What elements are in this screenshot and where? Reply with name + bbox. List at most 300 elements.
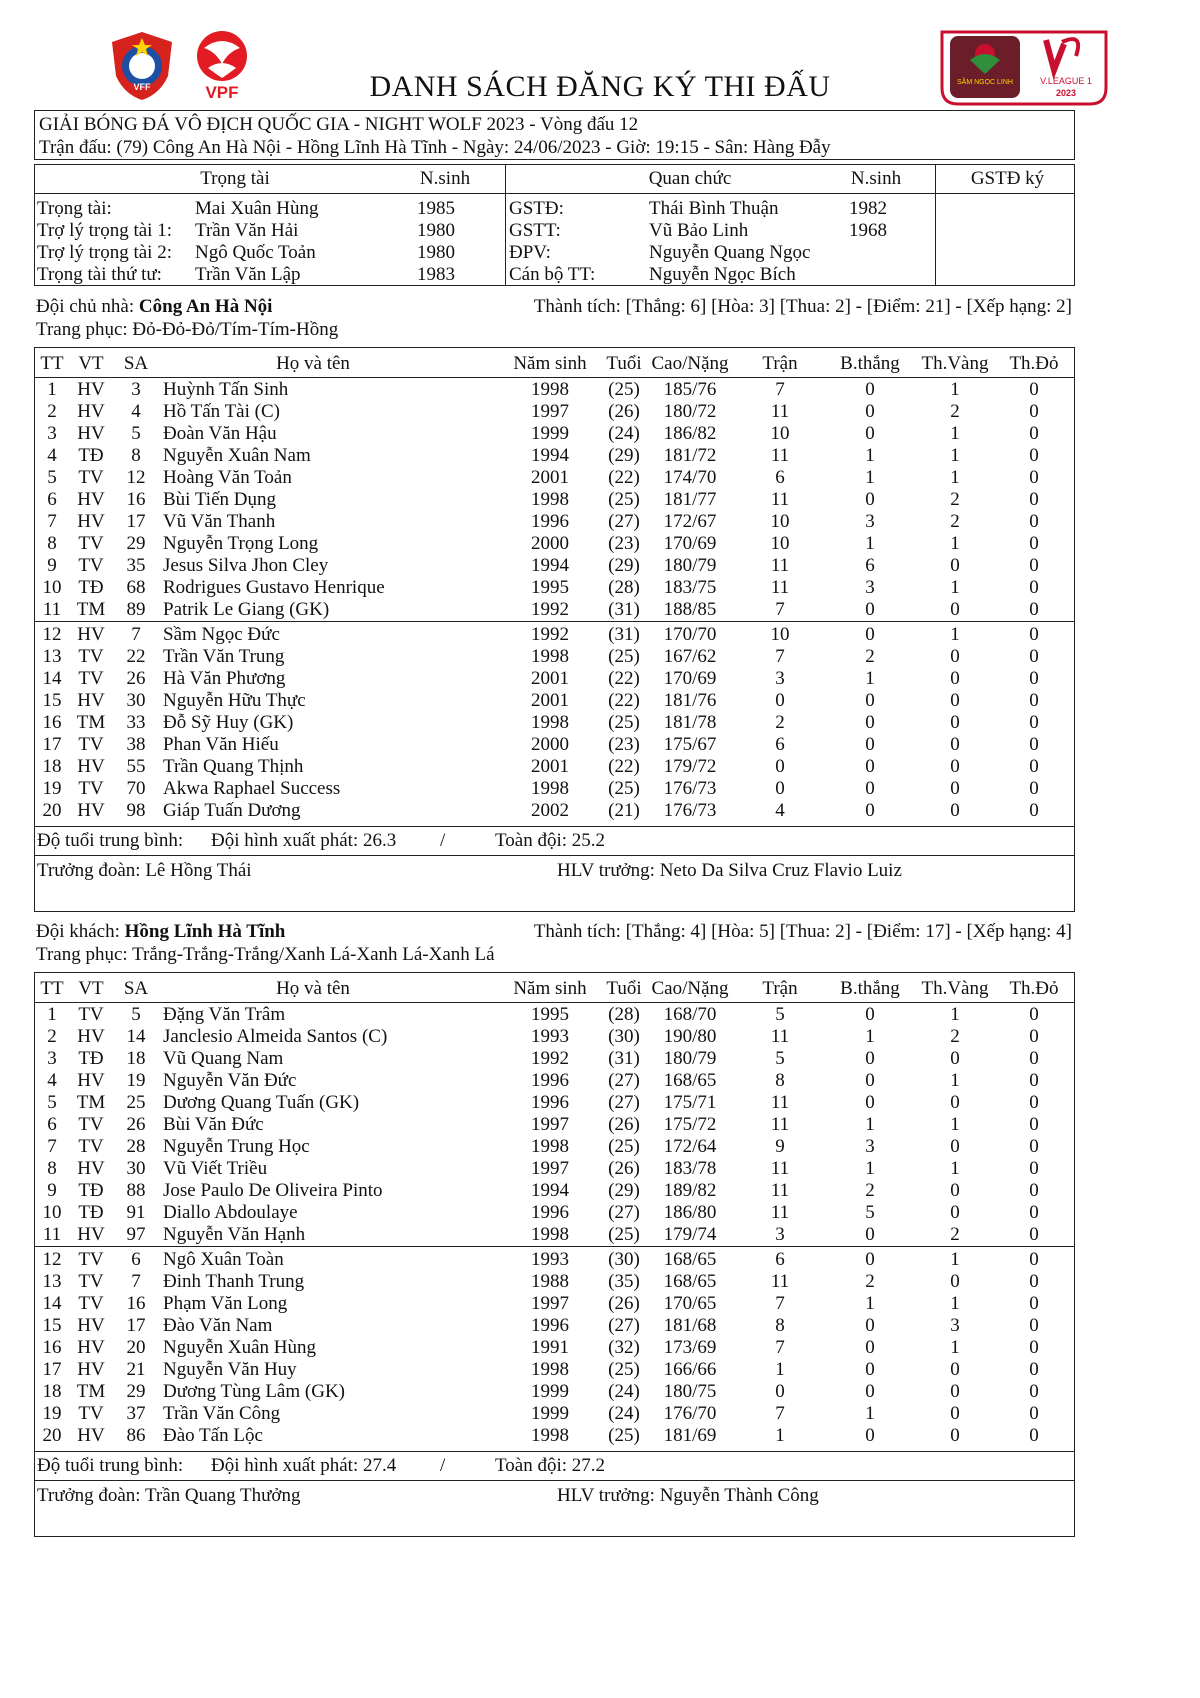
col-birth-year: 1994 — [531, 555, 569, 576]
col-player-name: Trần Quang Thịnh — [163, 756, 304, 777]
col-tt: 11 — [42, 1224, 62, 1245]
col-tt: 17 — [42, 1359, 62, 1380]
col-yellow-cards: 0 — [950, 1136, 960, 1157]
col-red-cards: 0 — [1029, 1114, 1039, 1135]
col-red-cards: 0 — [1029, 379, 1039, 400]
col-birth-year: 1998 — [531, 778, 569, 799]
player-row — [35, 1047, 1074, 1071]
official-row — [35, 241, 1074, 265]
col-red-cards: 0 — [1029, 1249, 1039, 1270]
col-matches: 11 — [770, 555, 790, 576]
col-goals: 0 — [865, 1337, 875, 1358]
staff-header: Quan chức — [648, 168, 732, 189]
col-player-name: Phạm Văn Long — [163, 1293, 288, 1314]
col-red-cards: 0 — [1029, 1271, 1039, 1292]
home-team-kit: Trang phục: Đỏ-Đỏ-Đỏ/Tím-Tím-Hồng — [36, 319, 339, 340]
col-tt: 18 — [42, 1381, 62, 1402]
col-goals: 0 — [865, 800, 875, 821]
col-height-weight: 176/70 — [663, 1403, 717, 1424]
col-goals: 0 — [865, 423, 875, 444]
col-age: (27) — [608, 1092, 640, 1113]
player-row — [35, 488, 1074, 512]
col-red-cards: 0 — [1029, 1359, 1039, 1380]
referee-birth-year: 1980 — [417, 220, 455, 241]
col-player-name: Nguyễn Xuân Hùng — [163, 1337, 317, 1358]
average-age-separator: / — [440, 1455, 446, 1476]
col-shirt-number: 17 — [126, 1315, 146, 1336]
col-yellow-cards-header: Th.Vàng — [921, 353, 989, 374]
col-tt: 15 — [42, 1315, 62, 1336]
col-age: (26) — [608, 1158, 640, 1179]
player-row — [35, 1270, 1074, 1294]
col-red-cards: 0 — [1029, 646, 1039, 667]
col-tt: 3 — [47, 1048, 57, 1069]
col-position: HV — [77, 690, 105, 711]
col-red-cards: 0 — [1029, 1180, 1039, 1201]
col-tt: 4 — [47, 445, 57, 466]
col-player-name: Đào Văn Nam — [163, 1315, 273, 1336]
col-birth-year: 1988 — [531, 1271, 569, 1292]
col-height-weight: 186/80 — [663, 1202, 717, 1223]
away-team-name: Hồng Lĩnh Hà Tĩnh — [124, 921, 286, 942]
col-age: (22) — [608, 756, 640, 777]
staff-name: Thái Bình Thuận — [649, 198, 779, 219]
col-shirt-number: 89 — [126, 599, 146, 620]
average-age-separator: / — [440, 830, 446, 851]
col-shirt-number: 19 — [126, 1070, 146, 1091]
col-birth-year: 1992 — [531, 1048, 569, 1069]
col-player-name: Đoàn Văn Hậu — [163, 423, 277, 444]
vleague-logo-year: 2023 — [1055, 88, 1077, 98]
col-yellow-cards-header: Th.Vàng — [921, 978, 989, 999]
col-player-name-header: Họ và tên — [276, 353, 350, 374]
sign-header: GSTĐ ký — [970, 168, 1045, 189]
col-player-name: Đặng Văn Trâm — [163, 1004, 286, 1025]
referee-birth-year: 1983 — [417, 264, 455, 285]
player-row — [35, 1135, 1074, 1159]
player-row — [35, 422, 1074, 446]
col-matches: 8 — [775, 1315, 785, 1336]
col-goals: 0 — [865, 712, 875, 733]
col-matches: 0 — [775, 1381, 785, 1402]
col-red-cards: 0 — [1029, 1004, 1039, 1025]
col-matches: 6 — [775, 1249, 785, 1270]
col-goals: 3 — [865, 1136, 875, 1157]
col-red-cards: 0 — [1029, 533, 1039, 554]
col-age: (30) — [608, 1026, 640, 1047]
col-position: TM — [76, 712, 106, 733]
col-matches-header: Trận — [762, 978, 798, 999]
col-player-name: Akwa Raphael Success — [163, 778, 341, 799]
col-shirt-number: 97 — [126, 1224, 146, 1245]
col-goals: 1 — [865, 1158, 875, 1179]
col-matches: 11 — [770, 489, 790, 510]
col-height-weight: 189/82 — [663, 1180, 717, 1201]
player-row — [35, 689, 1074, 713]
col-age: (29) — [608, 555, 640, 576]
col-age: (21) — [608, 800, 640, 821]
col-tt: 7 — [47, 511, 57, 532]
col-age-header: Tuổi — [606, 353, 642, 374]
col-height-weight: 174/70 — [663, 467, 717, 488]
player-row — [35, 1091, 1074, 1115]
col-yellow-cards: 2 — [950, 511, 960, 532]
col-goals: 0 — [865, 1381, 875, 1402]
col-tt: 11 — [42, 599, 62, 620]
col-player-name: Huỳnh Tấn Sinh — [163, 379, 289, 400]
col-player-name: Rodrigues Gustavo Henrique — [163, 577, 385, 598]
col-goals: 0 — [865, 1315, 875, 1336]
col-age: (22) — [608, 467, 640, 488]
average-age-all: Toàn đội: 25.2 — [495, 830, 606, 851]
col-tt: 20 — [42, 800, 62, 821]
col-position: TV — [78, 533, 104, 554]
col-age: (31) — [608, 599, 640, 620]
col-height-weight: 166/66 — [663, 1359, 717, 1380]
col-position: HV — [77, 800, 105, 821]
average-age-label: Độ tuổi trung bình: — [37, 830, 184, 851]
home-team-record: Thành tích: [Thắng: 6] [Hòa: 3] [Thua: 2] - [Điểm: 21] - [Xếp hạng: 2] — [533, 296, 1072, 317]
col-goals: 0 — [865, 1359, 875, 1380]
col-birth-year: 1994 — [531, 445, 569, 466]
col-age: (24) — [608, 1381, 640, 1402]
col-yellow-cards: 1 — [950, 445, 960, 466]
col-red-cards: 0 — [1029, 1026, 1039, 1047]
col-yellow-cards: 0 — [950, 1359, 960, 1380]
col-red-cards-header: Th.Đỏ — [1009, 978, 1059, 999]
col-goals-header: B.thắng — [840, 978, 900, 999]
col-age: (23) — [608, 734, 640, 755]
col-tt: 14 — [42, 1293, 62, 1314]
average-age-all: Toàn đội: 27.2 — [495, 1455, 606, 1476]
col-red-cards: 0 — [1029, 489, 1039, 510]
col-matches: 11 — [770, 1026, 790, 1047]
col-red-cards: 0 — [1029, 778, 1039, 799]
col-tt: 9 — [47, 1180, 57, 1201]
referee-name: Mai Xuân Hùng — [195, 198, 319, 219]
col-position: TV — [78, 778, 104, 799]
col-goals: 0 — [865, 1092, 875, 1113]
col-matches: 7 — [775, 646, 785, 667]
col-player-name: Đỗ Sỹ Huy (GK) — [163, 712, 294, 733]
col-shirt-number: 30 — [126, 1158, 146, 1179]
referee-birth-year: 1985 — [417, 198, 455, 219]
player-row — [35, 623, 1074, 647]
player-row — [35, 1179, 1074, 1203]
col-birth-year: 2001 — [531, 668, 569, 689]
col-age-header: Tuổi — [606, 978, 642, 999]
col-goals: 0 — [865, 690, 875, 711]
col-goals: 1 — [865, 445, 875, 466]
col-shirt-number-header: SA — [123, 353, 149, 374]
home-team-header — [36, 295, 1076, 341]
col-position: HV — [77, 1425, 105, 1446]
col-height-weight: 168/65 — [663, 1070, 717, 1091]
col-matches: 8 — [775, 1070, 785, 1091]
col-player-name: Trần Văn Trung — [163, 646, 285, 667]
staff-role: GSTĐ: — [509, 198, 564, 219]
col-birth-year: 1997 — [531, 401, 569, 422]
col-tt: 5 — [47, 1092, 57, 1113]
player-row — [35, 1248, 1074, 1272]
col-matches: 11 — [770, 1158, 790, 1179]
col-position: TV — [78, 1004, 104, 1025]
col-goals: 0 — [865, 599, 875, 620]
col-matches: 3 — [775, 668, 785, 689]
col-player-name: Janclesio Almeida Santos (C) — [163, 1026, 388, 1047]
col-red-cards: 0 — [1029, 800, 1039, 821]
col-red-cards: 0 — [1029, 1092, 1039, 1113]
col-player-name: Nguyễn Văn Hạnh — [163, 1224, 306, 1245]
col-birth-year: 1998 — [531, 1136, 569, 1157]
referee-name: Trần Văn Lập — [195, 264, 301, 285]
col-yellow-cards: 1 — [950, 1114, 960, 1135]
col-player-name: Patrik Le Giang (GK) — [163, 599, 330, 620]
col-shirt-number: 38 — [126, 734, 146, 755]
col-position: TĐ — [78, 445, 104, 466]
col-goals: 1 — [865, 1114, 875, 1135]
col-shirt-number: 20 — [126, 1337, 146, 1358]
col-height-weight: 175/71 — [663, 1092, 717, 1113]
col-yellow-cards: 1 — [950, 423, 960, 444]
col-player-name: Nguyễn Văn Huy — [163, 1359, 297, 1380]
col-yellow-cards: 0 — [950, 690, 960, 711]
col-red-cards: 0 — [1029, 712, 1039, 733]
col-position: HV — [77, 1359, 105, 1380]
col-birth-year: 1995 — [531, 577, 569, 598]
col-goals: 0 — [865, 1048, 875, 1069]
col-goals: 1 — [865, 668, 875, 689]
home-roster-table — [34, 347, 1075, 912]
col-birth-year: 1994 — [531, 1180, 569, 1201]
col-tt: 19 — [42, 1403, 62, 1424]
col-matches: 11 — [770, 401, 790, 422]
col-shirt-number: 86 — [126, 1425, 146, 1446]
col-goals: 0 — [865, 624, 875, 645]
col-goals: 0 — [865, 379, 875, 400]
col-tt: 16 — [42, 1337, 62, 1358]
col-red-cards: 0 — [1029, 756, 1039, 777]
col-age: (31) — [608, 624, 640, 645]
col-birth-year: 1992 — [531, 624, 569, 645]
col-player-name: Dương Tùng Lâm (GK) — [163, 1381, 345, 1402]
col-age: (22) — [608, 668, 640, 689]
col-position: HV — [77, 379, 105, 400]
col-shirt-number: 68 — [126, 577, 146, 598]
col-goals: 2 — [865, 1271, 875, 1292]
player-row — [35, 400, 1074, 424]
col-position: HV — [77, 1337, 105, 1358]
col-birth-year: 1998 — [531, 1224, 569, 1245]
tournament-line: GIẢI BÓNG ĐÁ VÔ ĐỊCH QUỐC GIA - NIGHT WOLF 2023 - Vòng đấu 12 — [39, 114, 639, 135]
col-yellow-cards: 2 — [950, 489, 960, 510]
col-position: HV — [77, 511, 105, 532]
col-shirt-number: 3 — [131, 379, 141, 400]
col-shirt-number: 7 — [131, 1271, 141, 1292]
col-age: (25) — [608, 489, 640, 510]
col-red-cards: 0 — [1029, 1425, 1039, 1446]
col-player-name: Nguyễn Văn Đức — [163, 1070, 297, 1091]
col-matches: 5 — [775, 1048, 785, 1069]
col-position: TM — [76, 1092, 106, 1113]
col-position: TV — [78, 1114, 104, 1135]
col-tt: 12 — [42, 624, 62, 645]
col-birth-year-header: Năm sinh — [513, 353, 587, 374]
player-row — [35, 733, 1074, 757]
col-position: TV — [78, 1293, 104, 1314]
col-height-weight: 176/73 — [663, 800, 717, 821]
col-goals: 0 — [865, 1004, 875, 1025]
col-tt-header: TT — [40, 353, 64, 374]
col-matches: 10 — [770, 423, 790, 444]
table-header — [35, 977, 1074, 1001]
col-yellow-cards: 2 — [950, 1224, 960, 1245]
col-height-weight: 188/85 — [663, 599, 717, 620]
col-position: HV — [77, 401, 105, 422]
col-height-weight: 181/76 — [663, 690, 717, 711]
col-position: HV — [77, 1158, 105, 1179]
player-row — [35, 576, 1074, 600]
col-birth-year: 1991 — [531, 1337, 569, 1358]
col-age: (26) — [608, 1114, 640, 1135]
col-shirt-number: 18 — [126, 1048, 146, 1069]
col-tt: 18 — [42, 756, 62, 777]
col-position: TM — [76, 1381, 106, 1402]
col-yellow-cards: 2 — [950, 1026, 960, 1047]
col-tt: 13 — [42, 1271, 62, 1292]
col-height-weight: 180/72 — [663, 401, 717, 422]
col-height-weight: 175/72 — [663, 1114, 717, 1135]
col-shirt-number: 8 — [131, 445, 141, 466]
col-birth-year: 1996 — [531, 1202, 569, 1223]
col-tt: 10 — [42, 1202, 62, 1223]
col-height-weight: 168/70 — [663, 1004, 717, 1025]
col-player-name: Hà Văn Phương — [163, 668, 286, 689]
col-red-cards: 0 — [1029, 1337, 1039, 1358]
col-birth-year: 1996 — [531, 511, 569, 532]
col-matches: 0 — [775, 690, 785, 711]
col-yellow-cards: 0 — [950, 734, 960, 755]
col-age: (32) — [608, 1337, 640, 1358]
col-tt: 9 — [47, 555, 57, 576]
col-matches: 11 — [770, 1092, 790, 1113]
col-position: TV — [78, 467, 104, 488]
col-goals: 3 — [865, 577, 875, 598]
col-yellow-cards: 1 — [950, 1337, 960, 1358]
col-goals: 1 — [865, 1403, 875, 1424]
col-tt: 17 — [42, 734, 62, 755]
col-birth-year: 1997 — [531, 1293, 569, 1314]
col-tt: 8 — [47, 533, 57, 554]
col-age: (23) — [608, 533, 640, 554]
col-position: HV — [77, 1224, 105, 1245]
col-matches: 4 — [775, 800, 785, 821]
team-manager: Trưởng đoàn: Lê Hồng Thái — [37, 860, 252, 881]
col-age: (25) — [608, 1224, 640, 1245]
col-position: TV — [78, 1249, 104, 1270]
head-coach: HLV trưởng: Neto Da Silva Cruz Flavio Luiz — [557, 860, 902, 881]
col-height-weight: 185/76 — [663, 379, 717, 400]
col-birth-year: 1998 — [531, 379, 569, 400]
col-height-weight-header: Cao/Nặng — [651, 978, 729, 999]
col-red-cards: 0 — [1029, 423, 1039, 444]
officials-box — [34, 164, 1075, 286]
col-goals: 1 — [865, 1293, 875, 1314]
col-matches: 7 — [775, 1403, 785, 1424]
col-goals: 3 — [865, 511, 875, 532]
col-age: (29) — [608, 1180, 640, 1201]
col-red-cards: 0 — [1029, 401, 1039, 422]
col-red-cards: 0 — [1029, 1224, 1039, 1245]
col-goals: 0 — [865, 401, 875, 422]
player-row — [35, 532, 1074, 556]
col-position: TV — [78, 646, 104, 667]
col-tt: 7 — [47, 1136, 57, 1157]
col-red-cards: 0 — [1029, 734, 1039, 755]
col-matches: 1 — [775, 1359, 785, 1380]
col-matches: 9 — [775, 1136, 785, 1157]
col-position: HV — [77, 1315, 105, 1336]
col-birth-year: 1999 — [531, 423, 569, 444]
player-row — [35, 1201, 1074, 1225]
col-height-weight: 186/82 — [663, 423, 717, 444]
col-matches: 7 — [775, 379, 785, 400]
average-age-row — [35, 829, 1074, 853]
col-red-cards: 0 — [1029, 1136, 1039, 1157]
player-row — [35, 378, 1074, 402]
col-yellow-cards: 1 — [950, 533, 960, 554]
col-shirt-number: 28 — [126, 1136, 146, 1157]
col-shirt-number: 29 — [126, 1381, 146, 1402]
col-position: HV — [77, 423, 105, 444]
player-row — [35, 1402, 1074, 1426]
col-matches: 0 — [775, 756, 785, 777]
col-red-cards: 0 — [1029, 467, 1039, 488]
col-shirt-number: 70 — [126, 778, 146, 799]
col-tt: 1 — [47, 379, 57, 400]
col-position: TĐ — [78, 1202, 104, 1223]
vff-logo-text: VFF — [133, 82, 151, 92]
col-yellow-cards: 0 — [950, 555, 960, 576]
col-shirt-number: 98 — [126, 800, 146, 821]
col-height-weight: 180/79 — [663, 555, 717, 576]
official-row — [35, 197, 1074, 221]
col-shirt-number: 5 — [131, 423, 141, 444]
col-shirt-number: 37 — [126, 1403, 146, 1424]
col-age: (25) — [608, 712, 640, 733]
col-shirt-number: 5 — [131, 1004, 141, 1025]
player-row — [35, 1292, 1074, 1316]
player-row — [35, 1380, 1074, 1404]
col-yellow-cards: 0 — [950, 1202, 960, 1223]
col-red-cards: 0 — [1029, 1158, 1039, 1179]
col-red-cards-header: Th.Đỏ — [1009, 353, 1059, 374]
col-tt: 6 — [47, 489, 57, 510]
col-matches: 0 — [775, 778, 785, 799]
col-yellow-cards: 0 — [950, 668, 960, 689]
col-position: HV — [77, 624, 105, 645]
player-row — [35, 799, 1074, 823]
col-player-name: Jesus Silva Jhon Cley — [163, 555, 329, 576]
col-birth-year: 2001 — [531, 690, 569, 711]
col-shirt-number: 6 — [131, 1249, 141, 1270]
col-red-cards: 0 — [1029, 599, 1039, 620]
player-row — [35, 1069, 1074, 1093]
col-matches: 6 — [775, 734, 785, 755]
col-age: (28) — [608, 577, 640, 598]
staff-birth-year: 1982 — [849, 198, 887, 219]
col-height-weight-header: Cao/Nặng — [651, 353, 729, 374]
